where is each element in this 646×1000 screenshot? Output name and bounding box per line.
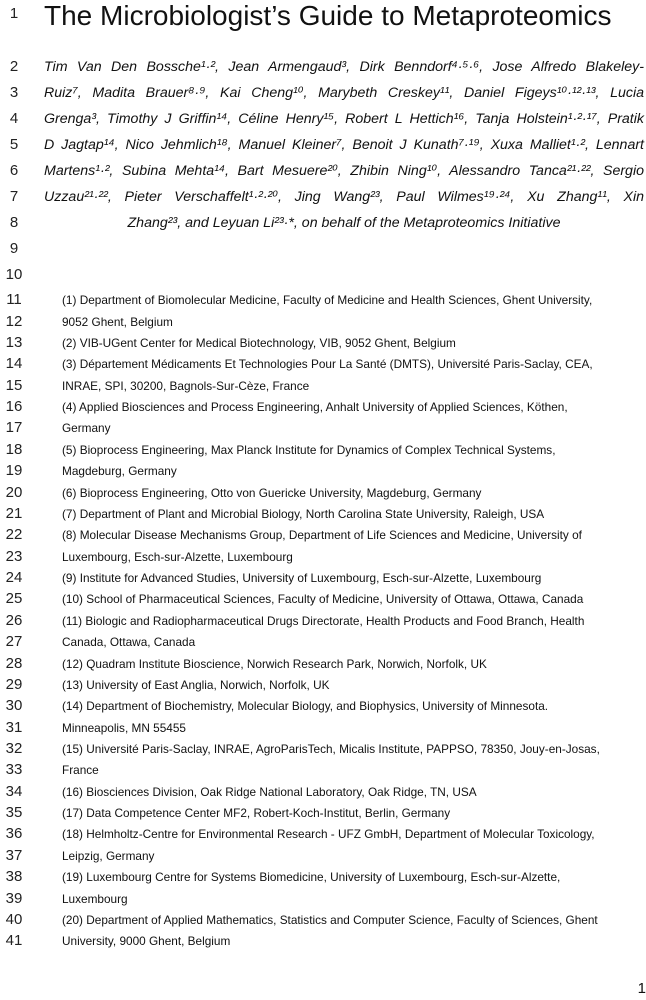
line-number: 19 (5, 462, 23, 479)
affiliation-line: (8) Molecular Disease Mechanisms Group, Department of Life Sciences and Medicine, University of (62, 528, 582, 542)
line-number: 10 (5, 266, 23, 283)
line-number: 30 (5, 697, 23, 714)
line-number: 31 (5, 719, 23, 736)
affiliation-line: France (62, 763, 99, 777)
line-number: 17 (5, 419, 23, 436)
line-number: 27 (5, 633, 23, 650)
line-number: 1 (9, 5, 19, 22)
affiliation-line: (5) Bioprocess Engineering, Max Planck Institute for Dynamics of Complex Technical Systems, (62, 443, 556, 457)
affiliation-line: (6) Bioprocess Engineering, Otto von Guericke University, Magdeburg, Germany (62, 486, 482, 500)
line-number: 11 (6, 291, 22, 308)
line-number: 37 (5, 847, 23, 864)
line-number: 8 (9, 214, 19, 231)
affiliation-line: (20) Department of Applied Mathematics, Statistics and Computer Science, Faculty of Sciences, Ghent (62, 913, 598, 927)
line-number: 32 (5, 740, 23, 757)
paper-title: The Microbiologist’s Guide to Metaproteomics (44, 0, 612, 31)
affiliation-line: Leipzig, Germany (62, 849, 155, 863)
line-number: 3 (9, 84, 19, 101)
line-number: 41 (5, 932, 23, 949)
affiliation-line: (10) School of Pharmaceutical Sciences, Faculty of Medicine, University of Ottawa, Ottawa, Canada (62, 592, 584, 606)
affiliation-line: (15) Université Paris-Saclay, INRAE, AgroParisTech, Micalis Institute, PAPPSO, 78350, Jouy-en-Josas, (62, 742, 600, 756)
affiliation-line: Minneapolis, MN 55455 (62, 721, 186, 735)
line-number: 16 (5, 398, 23, 415)
affiliation-line: (7) Department of Plant and Microbial Biology, North Carolina State University, Raleigh, USA (62, 507, 545, 521)
affiliation-line: Germany (62, 421, 111, 435)
affiliation-line: (14) Department of Biochemistry, Molecular Biology, and Biophysics, University of Minnesota. (62, 699, 549, 713)
affiliation-line: Luxembourg, Esch-sur-Alzette, Luxembourg (62, 550, 293, 564)
line-number: 22 (5, 526, 23, 543)
line-number: 24 (5, 569, 23, 586)
line-number: 34 (5, 783, 23, 800)
line-number: 40 (5, 911, 23, 928)
affiliation-line: (2) VIB-UGent Center for Medical Biotechnology, VIB, 9052 Ghent, Belgium (62, 336, 456, 350)
line-number: 29 (5, 676, 23, 693)
affiliation-line: (18) Helmholtz-Centre for Environmental Research - UFZ GmbH, Department of Molecular Toxicology, (62, 827, 595, 841)
affiliation-line: (13) University of East Anglia, Norwich, Norfolk, UK (62, 678, 330, 692)
line-number: 28 (5, 655, 23, 672)
line-number: 23 (5, 548, 23, 565)
line-number: 21 (5, 505, 23, 522)
author-line: Uzzau²¹·²², Pieter Verschaffelt¹·²·²⁰, Jing Wang²³, Paul Wilmes¹⁹·²⁴, Xu Zhang¹¹, Xin (44, 189, 644, 205)
line-number: 35 (5, 804, 23, 821)
line-number: 6 (9, 162, 19, 179)
affiliation-line: INRAE, SPI, 30200, Bagnols-Sur-Cèze, France (62, 379, 310, 393)
line-number: 12 (5, 313, 23, 330)
line-number: 39 (5, 890, 23, 907)
author-line: Tim Van Den Bossche¹·², Jean Armengaud³, Dirk Benndorf⁴·⁵·⁶, Jose Alfredo Blakeley- (44, 59, 644, 75)
line-number: 26 (5, 612, 23, 629)
affiliation-line: (1) Department of Biomolecular Medicine, Faculty of Medicine and Health Sciences, Ghent University, (62, 293, 593, 307)
affiliation-line: University, 9000 Ghent, Belgium (62, 934, 231, 948)
line-number: 20 (5, 484, 23, 501)
author-line: Grenga³, Timothy J Griffin¹⁴, Céline Henry¹⁵, Robert L Hettich¹⁶, Tanja Holstein¹·²·¹⁷, Pratik (44, 111, 644, 127)
author-line: Ruiz⁷, Madita Brauer⁸·⁹, Kai Cheng¹⁰, Marybeth Creskey¹¹, Daniel Figeys¹⁰·¹²·¹³, Lucia (44, 85, 644, 101)
line-number: 7 (9, 188, 19, 205)
line-number: 13 (5, 334, 23, 351)
affiliation-line: (12) Quadram Institute Bioscience, Norwich Research Park, Norwich, Norfolk, UK (62, 657, 487, 671)
page-number: 1 (637, 980, 646, 997)
affiliation-line: (4) Applied Biosciences and Process Engineering, Anhalt University of Applied Sciences, Köthen, (62, 400, 568, 414)
affiliation-line: (16) Biosciences Division, Oak Ridge National Laboratory, Oak Ridge, TN, USA (62, 785, 477, 799)
affiliation-line: (3) Département Médicaments Et Technologies Pour La Santé (DMTS), Université Paris-Saclay, CEA, (62, 357, 593, 371)
line-number: 18 (5, 441, 23, 458)
affiliation-line: Magdeburg, Germany (62, 464, 177, 478)
line-number: 33 (5, 761, 23, 778)
affiliation-line: 9052 Ghent, Belgium (62, 315, 173, 329)
line-number: 14 (5, 355, 23, 372)
line-number: 15 (5, 377, 23, 394)
affiliation-line: (19) Luxembourg Centre for Systems Biomedicine, University of Luxembourg, Esch-sur-Alzette, (62, 870, 561, 884)
affiliation-line: (11) Biologic and Radiopharmaceutical Drugs Directorate, Health Products and Food Branch, Health (62, 614, 585, 628)
line-number: 9 (9, 240, 19, 257)
affiliation-line: (17) Data Competence Center MF2, Robert-Koch-Institut, Berlin, Germany (62, 806, 451, 820)
author-line: D Jagtap¹⁴, Nico Jehmlich¹⁸, Manuel Kleiner⁷, Benoit J Kunath⁷·¹⁹, Xuxa Malliet¹·², Lennart (44, 137, 644, 153)
author-line: Zhang²³, and Leyuan Li²³·*, on behalf of the Metaproteomics Initiative (127, 215, 561, 231)
affiliation-line: (9) Institute for Advanced Studies, University of Luxembourg, Esch-sur-Alzette, Luxembourg (62, 571, 542, 585)
author-line: Martens¹·², Subina Mehta¹⁴, Bart Mesuere²⁰, Zhibin Ning¹⁰, Alessandro Tanca²¹·²², Sergio (44, 163, 644, 179)
line-number: 25 (5, 590, 23, 607)
line-number: 5 (9, 136, 19, 153)
line-number: 38 (5, 868, 23, 885)
line-number: 36 (5, 825, 23, 842)
affiliation-line: Luxembourg (62, 892, 128, 906)
line-number: 2 (9, 58, 19, 75)
affiliation-line: Canada, Ottawa, Canada (62, 635, 196, 649)
line-number: 4 (9, 110, 19, 127)
